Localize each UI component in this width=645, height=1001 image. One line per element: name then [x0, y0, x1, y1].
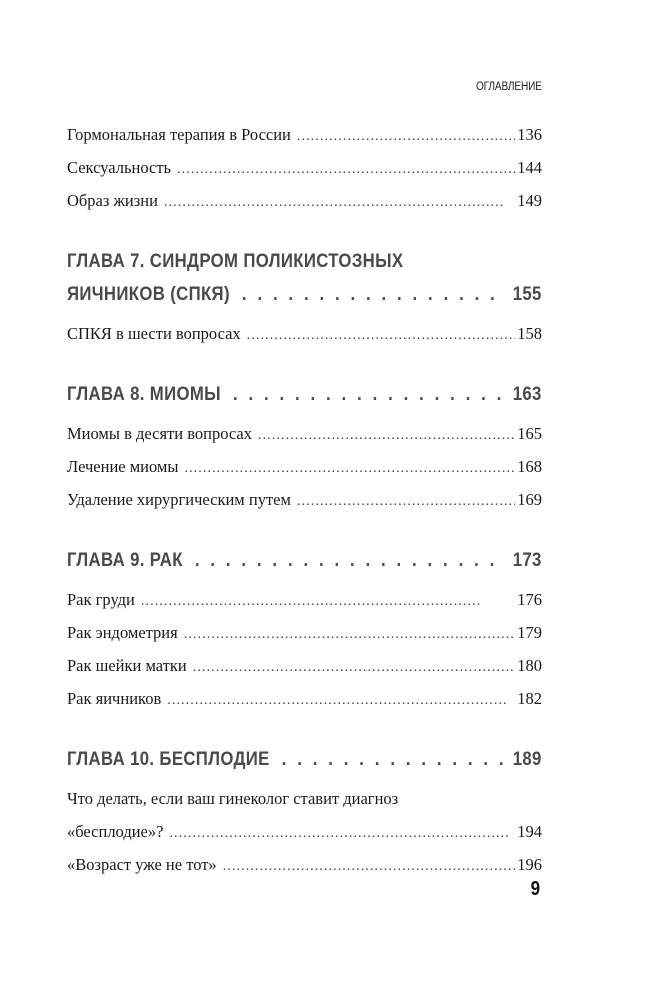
toc-entry[interactable] [67, 184, 542, 217]
dot-leader [193, 651, 515, 682]
toc-entry-title: «бесплодие»? [67, 822, 164, 841]
toc-entry[interactable] [67, 118, 542, 151]
toc-entry[interactable] [67, 483, 542, 516]
toc-entry-page: 144 [517, 158, 542, 177]
toc-entry-title: Рак яичников [67, 689, 162, 708]
toc-entry-page: 194 [517, 822, 542, 841]
chapter-title: ГЛАВА 8. МИОМЫ [67, 383, 221, 405]
dot-leader [282, 743, 504, 776]
toc-entry[interactable] [67, 151, 542, 184]
toc-entry-title: Образ жизни [67, 191, 158, 210]
running-head: ОГЛАВЛЕНИЕ [476, 81, 542, 93]
dot-leader [242, 278, 504, 311]
table-of-contents [67, 118, 542, 881]
toc-entry-title: Гормональная терапия в России [67, 125, 291, 144]
toc-entry-title-line1: Что делать, если ваш гинеколог ставит диагноз [67, 789, 399, 808]
toc-entry-page: 196 [517, 855, 542, 874]
toc-entry-title: Миомы в десяти вопросах [67, 424, 252, 443]
toc-entry-page: 165 [517, 424, 542, 443]
chapter-title-line1: ГЛАВА 7. СИНДРОМ ПОЛИКИСТОЗНЫХ [67, 250, 404, 272]
toc-entry[interactable] [67, 450, 542, 483]
toc-entry-page: 149 [517, 191, 542, 210]
dot-leader [184, 452, 515, 483]
dot-leader [223, 850, 516, 881]
chapter-title: ГЛАВА 9. РАК [67, 549, 183, 571]
dot-leader [258, 419, 515, 450]
toc-entry[interactable] [67, 317, 542, 350]
toc-entry-title: Рак эндометрия [67, 623, 178, 642]
toc-entry[interactable] [67, 649, 542, 682]
toc-entry-page: 168 [517, 457, 542, 476]
toc-entry-title: Рак шейки матки [67, 656, 187, 675]
dot-leader [247, 319, 516, 350]
chapter-heading-10[interactable] [67, 743, 542, 776]
dot-leader [167, 684, 515, 715]
toc-entry-page: 180 [517, 656, 542, 675]
toc-entry-page: 179 [517, 623, 542, 642]
dot-leader [177, 153, 515, 184]
chapter-page: 163 [512, 383, 542, 405]
chapter-heading-7[interactable] [67, 245, 542, 311]
toc-entry-title: Сексуальность [67, 158, 172, 177]
toc-entry[interactable] [67, 583, 542, 616]
dot-leader [195, 544, 504, 577]
toc-entry[interactable] [67, 682, 542, 715]
toc-entry-title: СПКЯ в шести вопросах [67, 324, 241, 343]
toc-entry-title: Удаление хирургическим путем [67, 490, 291, 509]
chapter-heading-8[interactable] [67, 378, 542, 411]
dot-leader [169, 817, 515, 848]
toc-entry-title: Лечение миомы [67, 457, 179, 476]
toc-entry-page: 158 [517, 324, 542, 343]
toc-entry[interactable] [67, 417, 542, 450]
toc-entry[interactable] [67, 616, 542, 649]
chapter-title: ЯИЧНИКОВ (СПКЯ) [67, 283, 230, 305]
chapter-page: 173 [512, 549, 542, 571]
toc-entry-title: «Возраст уже не тот» [67, 855, 217, 874]
toc-entry-title: Рак груди [67, 590, 135, 609]
chapter-page: 189 [512, 748, 542, 770]
page-number: 9 [530, 878, 540, 900]
chapter-title: ГЛАВА 10. БЕСПЛОДИЕ [67, 748, 270, 770]
toc-entry[interactable] [67, 782, 542, 848]
dot-leader [297, 485, 515, 516]
chapter-heading-9[interactable] [67, 544, 542, 577]
dot-leader [164, 186, 515, 217]
toc-entry-page: 182 [517, 689, 542, 708]
chapter-page: 155 [512, 283, 542, 305]
toc-entry-page: 136 [517, 125, 542, 144]
dot-leader [233, 378, 504, 411]
dot-leader [184, 618, 516, 649]
toc-entry-page: 176 [517, 590, 542, 609]
toc-entry-page: 169 [517, 490, 542, 509]
dot-leader [297, 120, 515, 151]
dot-leader [141, 585, 515, 616]
toc-entry[interactable] [67, 848, 542, 881]
